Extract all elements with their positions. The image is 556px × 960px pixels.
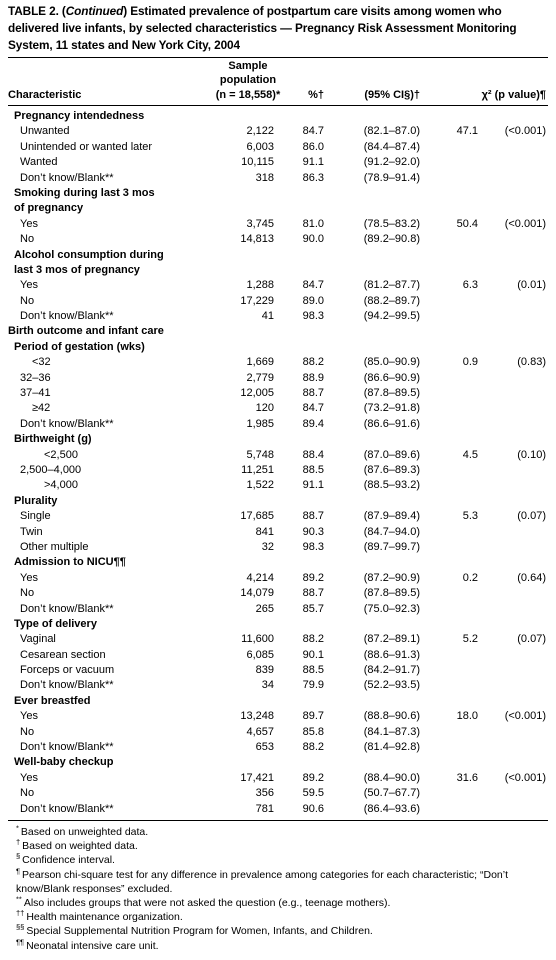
cell-percent: 89.2 [302, 771, 324, 784]
cell-sample-size: 653 [255, 741, 274, 754]
cell-percent: 89.7 [302, 710, 324, 723]
footnote-mark: §§ [16, 922, 25, 932]
footnote [8, 896, 548, 910]
table-row [8, 386, 548, 401]
cell-ci: (91.2–92.0) [363, 156, 420, 169]
footnote-mark: ¶¶ [16, 937, 25, 947]
table-row [8, 786, 548, 801]
table-section-row [8, 109, 548, 124]
cell-ci: (52.2–93.5) [363, 679, 420, 692]
cell-ci: (78.9–91.4) [363, 171, 420, 184]
header-pct: %† [308, 89, 324, 101]
cell-sample-size: 4,657 [246, 725, 274, 738]
cell-chi-square: 47.1 [456, 125, 478, 138]
cell-sample-size: 2,779 [246, 371, 274, 384]
row-label: Don’t know/Blank** [20, 171, 114, 184]
table-row [8, 740, 548, 755]
cell-sample-size: 5,748 [246, 448, 274, 461]
cell-chi-square: 50.4 [456, 217, 478, 230]
row-label: 37–41 [20, 387, 51, 400]
row-label: Don’t know/Blank** [20, 602, 114, 615]
cell-ci: (87.0–89.6) [363, 448, 420, 461]
row-label: Wanted [20, 156, 58, 169]
cell-percent: 90.0 [302, 233, 324, 246]
section-label: of pregnancy [14, 202, 84, 215]
row-label: <2,500 [44, 448, 78, 461]
cell-p-value: (0.64) [517, 571, 546, 584]
cell-ci: (84.1–87.3) [363, 725, 420, 738]
cell-sample-size: 356 [255, 787, 274, 800]
title-prefix: TABLE 2. ( [8, 4, 66, 18]
cell-percent: 98.3 [302, 310, 324, 323]
cell-chi-square: 0.2 [462, 571, 478, 584]
cell-ci: (86.6–91.6) [363, 417, 420, 430]
cell-sample-size: 32 [261, 540, 274, 553]
cell-percent: 98.3 [302, 540, 324, 553]
row-label: Yes [20, 771, 38, 784]
table-section-row [8, 263, 548, 278]
cell-percent: 91.1 [302, 156, 324, 169]
footnote-mark: ** [16, 894, 22, 904]
cell-sample-size: 17,421 [240, 771, 274, 784]
table-row [8, 294, 548, 309]
cell-p-value: (<0.001) [504, 217, 546, 230]
table-row [8, 571, 548, 586]
cell-ci: (87.8–89.5) [363, 587, 420, 600]
row-label: No [20, 294, 35, 307]
cell-chi-square: 0.9 [462, 356, 478, 369]
cell-percent: 85.8 [302, 725, 324, 738]
cell-sample-size: 265 [255, 602, 274, 615]
cell-p-value: (0.10) [517, 448, 546, 461]
cell-sample-size: 1,288 [246, 279, 274, 292]
table-header [8, 58, 548, 105]
table-row [8, 309, 548, 324]
cell-sample-size: 14,813 [240, 233, 274, 246]
table-section-row [8, 201, 548, 216]
cell-sample-size: 34 [261, 679, 274, 692]
cell-sample-size: 1,669 [246, 356, 274, 369]
table-page [8, 0, 548, 953]
section-label: Admission to NICU¶¶ [14, 556, 126, 569]
cell-chi-square: 18.0 [456, 710, 478, 723]
footnote [8, 924, 548, 938]
cell-sample-size: 10,115 [241, 156, 274, 169]
table-row [8, 663, 548, 678]
table-row [8, 401, 548, 416]
cell-sample-size: 3,745 [246, 217, 274, 230]
cell-ci: (82.1–87.0) [363, 125, 420, 138]
cell-ci: (87.6–89.3) [363, 463, 420, 476]
section-label: Pregnancy intendedness [14, 110, 145, 122]
cell-p-value: (<0.001) [504, 710, 546, 723]
cell-ci: (86.4–93.6) [363, 802, 420, 815]
section-label: Plurality [14, 494, 58, 507]
header-sample-line3: (n = 18,558)* [215, 89, 281, 101]
table-row [8, 124, 548, 139]
row-label: 32–36 [20, 371, 51, 384]
row-label: Yes [20, 710, 38, 723]
table-section-row [8, 617, 548, 632]
cell-percent: 88.2 [302, 633, 324, 646]
table-row [8, 155, 548, 170]
row-label: Yes [20, 571, 38, 584]
row-label: Unwanted [20, 125, 70, 138]
header-chi: χ² (p value)¶ [481, 89, 546, 101]
cell-sample-size: 839 [255, 664, 274, 677]
footnotes [8, 825, 548, 953]
cell-p-value: (0.83) [517, 356, 546, 369]
table-section-row [8, 494, 548, 509]
cell-sample-size: 11,600 [241, 633, 274, 646]
cell-sample-size: 781 [255, 802, 274, 815]
cell-percent: 79.9 [302, 679, 324, 692]
table-section-row [8, 186, 548, 201]
table-row [8, 509, 548, 524]
row-label: No [20, 787, 35, 800]
footnote [8, 839, 548, 853]
cell-ci: (88.4–90.0) [363, 771, 420, 784]
cell-percent: 88.5 [302, 664, 324, 677]
table-row [8, 632, 548, 647]
cell-percent: 88.5 [302, 463, 324, 476]
row-label: ≥42 [32, 402, 51, 415]
table-row [8, 171, 548, 186]
row-label: Yes [20, 217, 38, 230]
table-row [8, 586, 548, 601]
cell-sample-size: 841 [255, 525, 274, 538]
table-row [8, 771, 548, 786]
cell-ci: (81.2–87.7) [363, 279, 420, 292]
row-label: <32 [32, 356, 51, 369]
row-label: Forceps or vacuum [20, 664, 115, 677]
cell-ci: (81.4–92.8) [363, 741, 420, 754]
footnote-mark: † [16, 837, 21, 847]
footnote-mark: § [16, 851, 21, 861]
header-characteristic: Characteristic [8, 89, 82, 101]
table-row [8, 417, 548, 432]
cell-p-value: (0.01) [517, 279, 546, 292]
table-body [8, 109, 548, 817]
section-label: Smoking during last 3 mos [14, 186, 155, 199]
cell-sample-size: 6,085 [246, 648, 274, 661]
cell-sample-size: 41 [261, 310, 274, 323]
cell-percent: 89.0 [302, 294, 324, 307]
table-section-row [8, 555, 548, 570]
footnote-text: Pearson chi-square test for any difference in prevalence among categories for each characteristic; “Don’t know/Blank responses” excluded. [16, 868, 509, 895]
cell-ci: (88.6–91.3) [363, 648, 420, 661]
cell-p-value: (0.07) [517, 633, 546, 646]
footnote [8, 868, 548, 896]
cell-p-value: (<0.001) [504, 125, 546, 138]
header-sample-line1: Sample [228, 60, 268, 72]
table-row [8, 478, 548, 493]
table-section-row [8, 694, 548, 709]
supersection-label: Birth outcome and infant care [8, 325, 164, 338]
cell-chi-square: 5.3 [462, 510, 478, 523]
cell-ci: (88.5–93.2) [363, 479, 420, 492]
footnote-text: Special Supplemental Nutrition Program for Women, Infants, and Children. [26, 925, 373, 938]
table-row [8, 678, 548, 693]
row-label: Vaginal [20, 633, 56, 646]
cell-sample-size: 13,248 [240, 710, 274, 723]
footnote [8, 910, 548, 924]
cell-sample-size: 12,005 [240, 387, 274, 400]
cell-percent: 88.7 [302, 587, 324, 600]
cell-sample-size: 11,251 [241, 463, 274, 476]
cell-sample-size: 17,229 [240, 294, 274, 307]
table-supersection-row [8, 324, 548, 339]
cell-chi-square: 6.3 [462, 279, 478, 292]
cell-percent: 88.4 [302, 448, 324, 461]
cell-chi-square: 5.2 [462, 633, 478, 646]
row-label: Don’t know/Blank** [20, 741, 114, 754]
table-row [8, 648, 548, 663]
table-row [8, 217, 548, 232]
cell-ci: (89.2–90.8) [363, 233, 420, 246]
cell-sample-size: 318 [255, 171, 274, 184]
cell-percent: 84.7 [302, 125, 324, 138]
footnote-text: Health maintenance organization. [26, 911, 183, 924]
cell-percent: 84.7 [302, 279, 324, 292]
section-label: last 3 mos of pregnancy [14, 263, 140, 276]
header-rule [8, 105, 548, 106]
row-label: Single [20, 510, 51, 523]
cell-ci: (84.7–94.0) [363, 525, 420, 538]
footnote-text: Neonatal intensive care unit. [26, 939, 159, 952]
table-row [8, 525, 548, 540]
row-label: Twin [20, 525, 43, 538]
footnote [8, 939, 548, 953]
footnote-text: Also includes groups that were not asked the question (e.g., teenage mothers). [23, 896, 391, 909]
cell-percent: 89.2 [302, 571, 324, 584]
section-label: Well-baby checkup [14, 756, 114, 769]
cell-sample-size: 14,079 [240, 587, 274, 600]
footnote-text: Based on unweighted data. [20, 825, 149, 838]
row-label: Cesarean section [20, 648, 106, 661]
cell-percent: 90.3 [302, 525, 324, 538]
cell-ci: (78.5–83.2) [363, 217, 420, 230]
cell-percent: 89.4 [302, 417, 324, 430]
cell-ci: (89.7–99.7) [363, 540, 420, 553]
row-label: Don’t know/Blank** [20, 802, 114, 815]
table-row [8, 602, 548, 617]
table-row [8, 232, 548, 247]
footnote-mark: ¶ [16, 866, 21, 876]
cell-percent: 88.7 [302, 510, 324, 523]
title-continued: Continued [65, 4, 124, 18]
table-row [8, 448, 548, 463]
table-row [8, 540, 548, 555]
table-row [8, 709, 548, 724]
row-label: Yes [20, 279, 38, 292]
cell-ci: (50.7–67.7) [363, 787, 420, 800]
cell-percent: 86.0 [302, 140, 324, 153]
cell-percent: 90.1 [302, 648, 324, 661]
cell-p-value: (<0.001) [504, 771, 546, 784]
cell-sample-size: 17,685 [240, 510, 274, 523]
cell-ci: (86.6–90.9) [363, 371, 420, 384]
table-row [8, 802, 548, 817]
cell-sample-size: 1,985 [246, 417, 274, 430]
section-label: Period of gestation (wks) [14, 340, 145, 353]
cell-percent: 81.0 [302, 217, 324, 230]
section-label: Type of delivery [14, 617, 97, 630]
cell-ci: (94.2–99.5) [363, 310, 420, 323]
table-row [8, 140, 548, 155]
table-row [8, 371, 548, 386]
table-title [8, 3, 548, 54]
title-rest: ) Estimated prevalence of postpartum care visits among women who delivered live infants, by selected characteristics — Pregnancy Risk Assessment Monitoring System, 11 states and New York City, 2004 [8, 4, 517, 52]
row-label: Don’t know/Blank** [20, 679, 114, 692]
table-section-row [8, 248, 548, 263]
header-sample-line2: population [219, 74, 277, 86]
footnote-mark: †† [16, 908, 25, 918]
cell-sample-size: 1,522 [246, 479, 274, 492]
cell-percent: 88.7 [302, 387, 324, 400]
table-section-row [8, 432, 548, 447]
footnote-mark: * [16, 823, 19, 833]
cell-ci: (73.2–91.8) [363, 402, 420, 415]
table-row [8, 355, 548, 370]
cell-ci: (87.2–89.1) [363, 633, 420, 646]
cell-percent: 88.9 [302, 371, 324, 384]
cell-percent: 84.7 [302, 402, 324, 415]
footnote [8, 853, 548, 867]
cell-percent: 91.1 [302, 479, 324, 492]
row-label: Unintended or wanted later [20, 140, 153, 153]
section-label: Birthweight (g) [14, 433, 92, 446]
row-label: No [20, 725, 35, 738]
row-label: Don’t know/Blank** [20, 310, 114, 323]
footnote-text: Based on weighted data. [22, 840, 138, 853]
cell-ci: (88.8–90.6) [363, 710, 420, 723]
cell-ci: (75.0–92.3) [363, 602, 420, 615]
table-section-row [8, 340, 548, 355]
table-row [8, 463, 548, 478]
cell-percent: 88.2 [302, 741, 324, 754]
row-label: Don’t know/Blank** [20, 417, 114, 430]
table-section-row [8, 755, 548, 770]
cell-ci: (88.2–89.7) [363, 294, 420, 307]
cell-chi-square: 31.6 [456, 771, 478, 784]
header-ci: (95% CI§)† [364, 89, 420, 101]
cell-sample-size: 6,003 [246, 140, 274, 153]
section-label: Ever breastfed [14, 694, 91, 707]
cell-ci: (87.8–89.5) [363, 387, 420, 400]
bottom-rule [8, 820, 548, 821]
cell-sample-size: 4,214 [246, 571, 274, 584]
cell-chi-square: 4.5 [462, 448, 478, 461]
section-label: Alcohol consumption during [14, 248, 164, 261]
row-label: No [20, 233, 35, 246]
cell-sample-size: 2,122 [246, 125, 274, 138]
table-row [8, 725, 548, 740]
footnote-text: Confidence interval. [22, 854, 115, 867]
cell-ci: (87.2–90.9) [363, 571, 420, 584]
row-label: No [20, 587, 35, 600]
cell-p-value: (0.07) [517, 510, 546, 523]
row-label: >4,000 [44, 479, 78, 492]
cell-ci: (85.0–90.9) [363, 356, 420, 369]
cell-ci: (87.9–89.4) [363, 510, 420, 523]
table-row [8, 278, 548, 293]
row-label: Other multiple [20, 540, 89, 553]
cell-ci: (84.4–87.4) [363, 140, 420, 153]
row-label: 2,500–4,000 [20, 463, 82, 476]
cell-percent: 90.6 [302, 802, 324, 815]
cell-sample-size: 120 [255, 402, 274, 415]
cell-ci: (84.2–91.7) [363, 664, 420, 677]
footnote [8, 825, 548, 839]
cell-percent: 85.7 [302, 602, 324, 615]
cell-percent: 86.3 [302, 171, 324, 184]
cell-percent: 59.5 [302, 787, 324, 800]
cell-percent: 88.2 [302, 356, 324, 369]
